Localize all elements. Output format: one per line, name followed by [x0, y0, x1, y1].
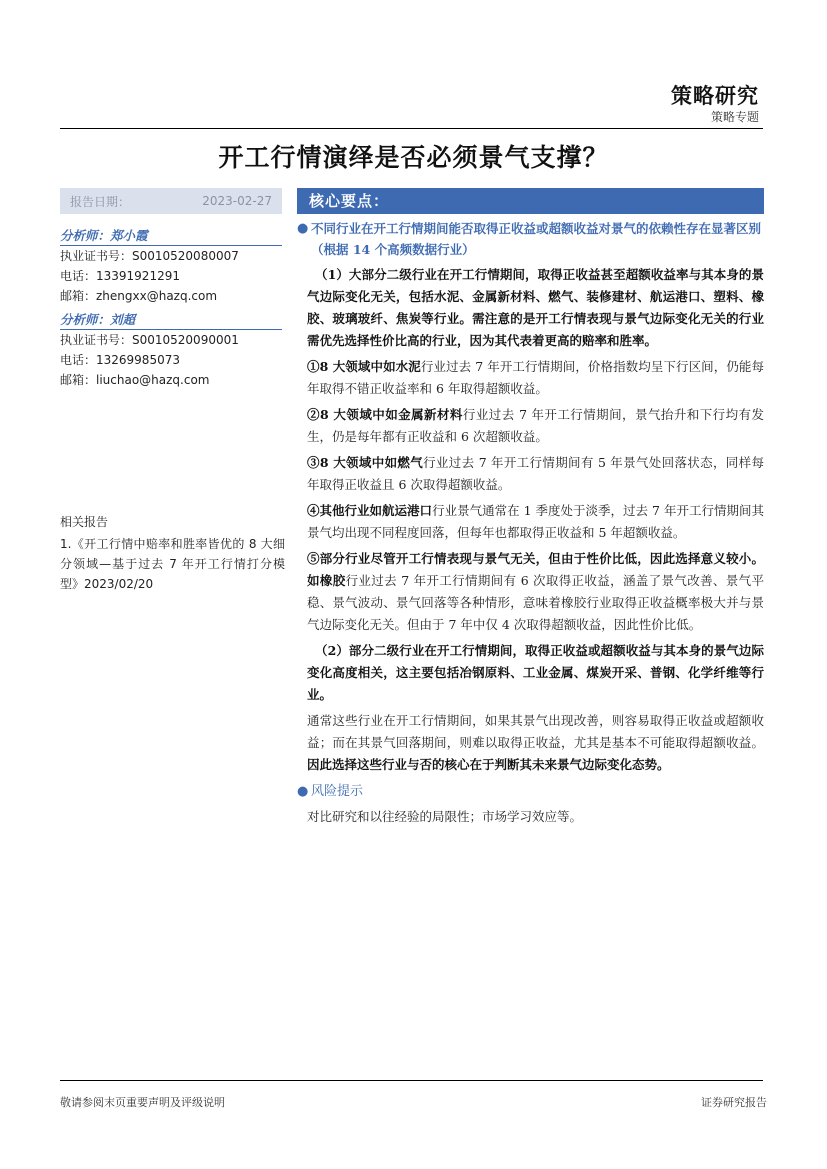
related-reports-title: 相关报告 [60, 515, 109, 529]
risk-warning-text: 对比研究和以往经验的局限性；市场学习效应等。 [307, 809, 583, 824]
bullet-dot-icon: ● [297, 221, 309, 236]
p8-body: 通常这些行业在开工行情期间，如果其景气出现改善，则容易取得正收益或超额收益；而在其景气回落期间，则难以取得正收益，尤其是基本不可能取得超额收益。 [307, 713, 764, 750]
p6-industry: 如橡胶 [307, 573, 346, 588]
p2-industry: 如水泥 [383, 359, 421, 374]
p8-conclusion: 因此选择这些行业与否的核心在于判断其未来景气边际变化态势。 [307, 757, 670, 772]
p4-lead: ③8 大领域中 [307, 455, 385, 470]
p5-body: 行业景气通常在 1 季度处于淡季，过去 7 年开工行情期间其景气均出现不同程度回落，但每年也都取得正收益和 5 年超额收益。 [307, 503, 764, 540]
paragraph-2 [297, 356, 764, 400]
p3-body: 行业过去 7 年开工行情期间，景气抬升和下行均有发生，仍是每年都有正收益和 6 次超额收益。 [307, 407, 764, 444]
p5-industry: 如航运港口 [369, 503, 433, 518]
paragraph-3 [297, 404, 764, 448]
p6-body: 行业过去 7 年开工行情期间有 6 次取得正收益，涵盖了景气改善、景气平稳、景气波动、景气回落等各种情形，意味着橡胶行业取得正收益概率极大并与景气边际变化无关。但由于 7 年中仅 4 次取得超额收益，因此性价比低。 [307, 573, 764, 632]
p3-industry: 如金属新材料 [385, 407, 463, 422]
header-divider [60, 128, 763, 129]
risk-warning-title: 风险提示 [311, 784, 364, 799]
left-sidebar [60, 188, 282, 390]
report-subcategory: 策略专题 [710, 110, 759, 124]
analyst-1-email[interactable]: 邮箱：zhengxx@hazq.com [60, 289, 218, 303]
analyst-2-phone: 电话：13269985073 [60, 353, 180, 367]
paragraph-7-text: （2）部分二级行业在开工行情期间，取得正收益或超额收益与其本身的景气边际变化高度相关，这主要包括冶钢原料、工业金属、煤炭开采、普钢、化学纤维等行业。 [307, 643, 764, 702]
paragraph-4 [297, 452, 764, 496]
paragraph-8 [297, 710, 764, 776]
risk-warning-heading [297, 782, 764, 802]
related-report-item[interactable]: 1.《开工行情中赔率和胜率皆优的 8 大细分领域—基于过去 7 年开工行情打分模型》2023/02/20 [60, 537, 285, 591]
paragraph-7 [297, 640, 764, 706]
paragraph-1-text: （1）大部分二级行业在开工行情期间，取得正收益甚至超额收益率与其本身的景气边际变化无关，包括水泥、金属新材料、燃气、装修建材、航运港口、塑料、橡胶、玻璃玻纤、焦炭等行业。需注意的是开工行情表现与景气边际变化无关的行业需优先选择性价比高的行业，因为其代表着更高的赔率和胜率。 [307, 267, 764, 348]
key-point-headline: 不同行业在开工行情期间能否取得正收益或超额收益对景气的依赖性存在显著区别（根据 14 个高频数据行业） [311, 221, 762, 257]
bullet-dot-icon: ● [297, 784, 309, 799]
key-points-header: 核心要点： [297, 188, 764, 214]
p4-body: 行业过去 7 年开工行情期间有 5 年景气处回落状态，同样每年取得正收益且 6 次取得超额收益。 [307, 455, 764, 492]
p5-lead: ④其他行业 [307, 503, 370, 518]
footer-divider [60, 1080, 763, 1081]
p6-lead: ⑤部分行业尽管开工行情表现与景气无关，但由于性价比低，因此选择意义较小。 [307, 551, 764, 566]
key-point-bullet [297, 218, 764, 260]
document-title: 开工行情演绎是否必须景气支撑？ [218, 143, 609, 172]
analyst-2-name: 分析师：刘超 [60, 310, 282, 330]
related-reports [60, 512, 285, 594]
report-date-box [60, 188, 282, 214]
report-category: 策略研究 [671, 83, 759, 108]
analyst-1-name: 分析师：郑小霞 [60, 226, 282, 246]
p3-lead: ②8 大领域中 [307, 407, 386, 422]
report-date-value: 2023-02-27 [202, 194, 272, 208]
paragraph-1 [297, 264, 764, 352]
paragraph-5 [297, 500, 764, 544]
analyst-1-license: 执业证书号：S0010520080007 [60, 249, 239, 263]
p2-body: 行业过去 7 年开工行情期间，价格指数均呈下行区间，仍能每年取得不错正收益率和 6 年取得超额收益。 [307, 359, 764, 396]
paragraph-6 [297, 548, 764, 636]
analyst-2-email[interactable]: 邮箱：liuchao@hazq.com [60, 373, 210, 387]
footer-disclaimer: 敬请参阅末页重要声明及评级说明 [60, 1096, 225, 1109]
key-points-section [297, 188, 764, 828]
p4-industry: 如燃气 [384, 455, 424, 470]
footer-report-type: 证券研究报告 [701, 1096, 767, 1109]
analyst-2-license: 执业证书号：S0010520090001 [60, 333, 239, 347]
p2-lead: ①8 大领域中 [307, 359, 384, 374]
report-date-label: 报告日期： [70, 194, 131, 209]
analyst-1-phone: 电话：13391921291 [60, 269, 180, 283]
